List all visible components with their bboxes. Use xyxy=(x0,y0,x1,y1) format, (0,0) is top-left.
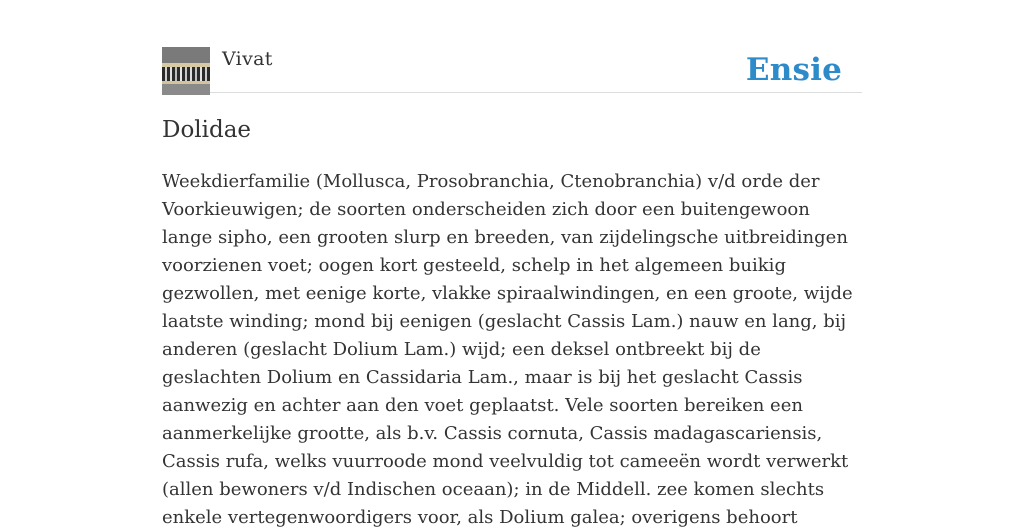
avatar[interactable] xyxy=(162,47,210,95)
page-title: Dolidae xyxy=(162,117,252,143)
brand-logo[interactable]: Ensie xyxy=(745,52,842,88)
source-name[interactable]: Vivat xyxy=(222,48,273,70)
page-container xyxy=(162,0,862,528)
book-spines-avatar-icon xyxy=(162,47,210,95)
page-header xyxy=(162,46,862,93)
article-body: Weekdierfamilie (Mollusca, Prosobranchia, Ctenobranchia) v/d orde der Voorkieuwigen; de soorten onderscheiden zich door een buitengewoon lange sipho, een grooten slurp en breeden, van zijdelingsche uitbreidingen voorzienen voet; oogen kort gesteeld, schelp in het algemeen buikig gezwollen, met eenige korte, vlakke spiraalwindingen, en een groote, wijde laatste winding; mond bij eenigen (geslacht Cassis Lam.) nauw en lang, bij anderen (geslacht Dolium Lam.) wijd; een deksel ontbreekt bij de geslachten Dolium en Cassidaria Lam., maar is bij het geslacht Cassis aanwezig en achter aan den voet geplaatst. Vele soorten bereiken een aanmerkelijke grootte, als b.v. Cassis cornuta, Cassis madagascariensis, Cassis rufa, welks vuurroode mond veelvuldig tot cameeën wordt verwerkt (allen bewoners v/d Indischen oceaan); in de Middell. zee komen slechts enkele vertegenwoordigers voor, als Dolium galea; overigens behoort xyxy=(162,171,853,528)
